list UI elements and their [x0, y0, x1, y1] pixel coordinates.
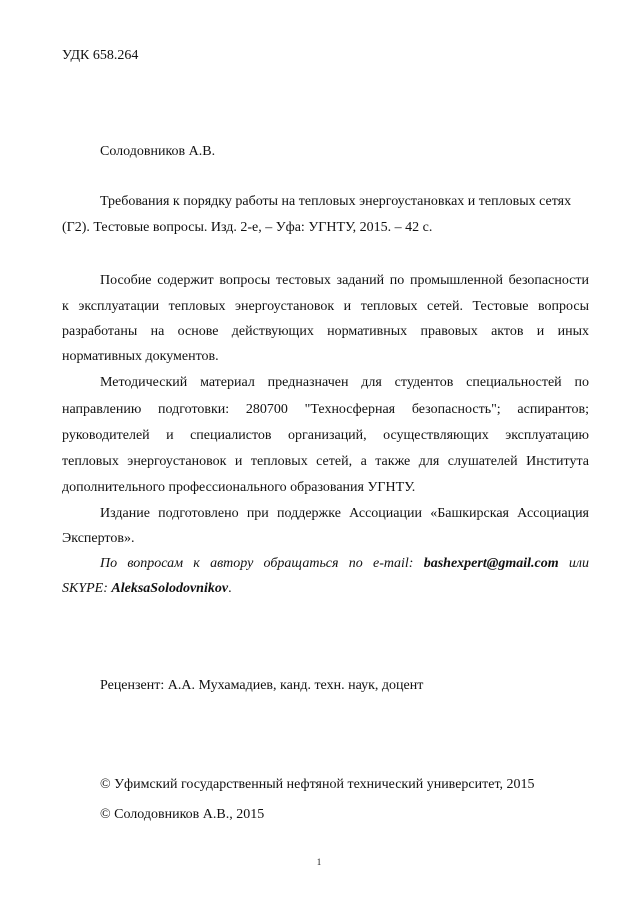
paragraph-line: руководителей и специалистов организаций, осуществляющих эксплуатацию: [62, 428, 589, 443]
contact-prefix: По вопросам к автору обращаться по e-mail:: [100, 556, 424, 571]
paragraph-line: дополнительного профессионального образования УГНТУ.: [62, 480, 416, 495]
author-name: Солодовников А.В.: [100, 144, 216, 159]
skype-suffix: .: [228, 581, 232, 596]
udk-code: УДК 658.264: [62, 48, 139, 63]
paragraph-line: тепловых энергоустановок и тепловых сетей, а также для слушателей Института: [62, 454, 589, 469]
skype-handle[interactable]: AleksaSolodovnikov: [111, 581, 229, 596]
paragraph-line: Издание подготовлено при поддержке Ассоциации «Башкирская Ассоциация: [100, 506, 589, 521]
skype-prefix: SKYPE:: [62, 581, 112, 596]
citation-line: (Г2). Тестовые вопросы. Изд. 2-е, – Уфа: УГНТУ, 2015. – 42 с.: [62, 220, 433, 235]
email-link[interactable]: bashexpert@gmail.com: [423, 556, 559, 571]
paragraph-line: Пособие содержит вопросы тестовых заданий по промышленной безопасности: [100, 273, 589, 288]
paragraph-line: нормативных документов.: [62, 349, 219, 364]
reviewer: Рецензент: А.А. Мухамадиев, канд. техн. наук, доцент: [100, 678, 424, 693]
page-number: 1: [316, 857, 322, 867]
contact-line: [100, 554, 589, 574]
citation-line: Требования к порядку работы на тепловых энергоустановках и тепловых сетях: [100, 194, 572, 209]
contact-line: [62, 579, 589, 599]
contact-suffix: или: [558, 556, 589, 571]
copyright-line: © Солодовников А.В., 2015: [100, 807, 265, 822]
paragraph-line: Экспертов».: [62, 531, 135, 546]
paragraph-line: направлению подготовки: 280700 "Техносферная безопасность"; аспирантов;: [62, 402, 589, 417]
copyright-line: © Уфимский государственный нефтяной технический университет, 2015: [100, 777, 535, 792]
paragraph-line: разработаны на основе действующих нормативных правовых актов и иных: [62, 324, 589, 339]
paragraph-line: к эксплуатации тепловых энергоустановок и тепловых сетей. Тестовые вопросы: [62, 299, 589, 314]
paragraph-line: Методический материал предназначен для студентов специальностей по: [100, 375, 589, 390]
